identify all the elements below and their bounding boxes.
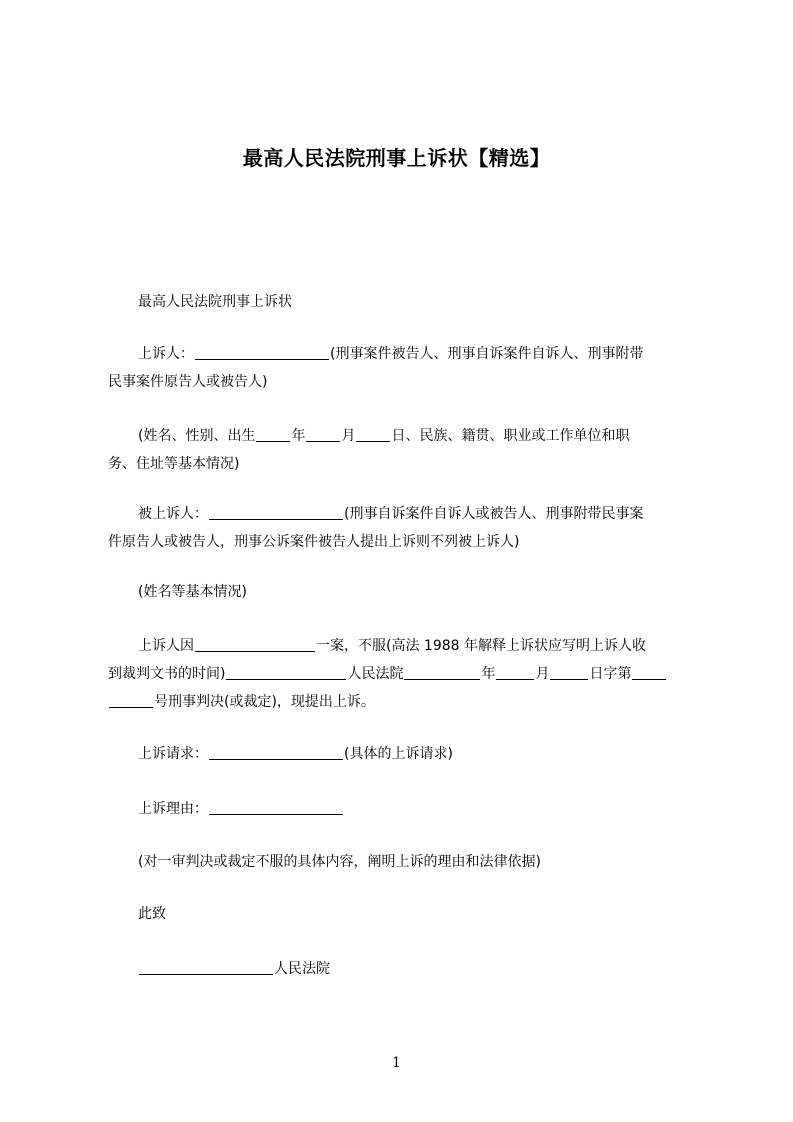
appellant-paragraph [108, 340, 700, 396]
court-label: 人民法院 [347, 666, 404, 682]
appellant-info-paragraph [108, 422, 700, 478]
request-paragraph [108, 740, 730, 768]
appellee-label: 被上诉人： [138, 506, 208, 522]
cause-text: 上诉人因 [138, 638, 194, 654]
appellant-info-text: (姓名、性别、出生 [138, 428, 256, 444]
cause-text-4: 号刑事判决(或裁定)，现提出上诉。 [154, 694, 375, 710]
appellee-paragraph [108, 500, 700, 556]
court-name-blank[interactable] [226, 663, 346, 680]
appellee-info-paragraph: (姓名等基本情况) [138, 584, 247, 600]
case-number-blank-continued[interactable] [109, 691, 153, 708]
case-number-blank[interactable] [632, 663, 666, 680]
judgment-year-blank[interactable] [404, 663, 480, 680]
day-number-label: 日字第 [589, 666, 632, 682]
request-label: 上诉请求： [138, 746, 208, 762]
request-blank[interactable] [209, 743, 343, 760]
cause-text-2: 一案，不服(高法 1988 年解释上诉状应写明上诉人收 [316, 638, 646, 654]
judgment-day-blank[interactable] [550, 663, 588, 680]
month-label: 月 [535, 666, 550, 682]
court-line-label: 人民法院 [274, 961, 330, 977]
request-note: (具体的上诉请求) [344, 746, 453, 762]
appellant-label: 上诉人： [138, 346, 194, 362]
closing-paragraph: 此致 [138, 906, 166, 922]
appellant-info-text-2: 日、民族、籍贯、职业或工作单位和职 [391, 428, 630, 444]
reason-paragraph [108, 795, 730, 823]
reason-blank[interactable] [209, 798, 343, 815]
birth-month-blank[interactable] [306, 425, 340, 442]
reason-note-paragraph: (对一审判决或裁定不服的具体内容，阐明上诉的理由和法律依据) [138, 854, 541, 870]
appellee-note: (刑事自诉案件自诉人或被告人、刑事附带民事案 [344, 506, 644, 522]
appellant-name-blank[interactable] [195, 343, 329, 360]
appellant-note: (刑事案件被告人、刑事自诉案件自诉人、刑事附带 [330, 346, 644, 362]
recipient-court-blank[interactable] [139, 958, 273, 975]
appellee-name-blank[interactable] [209, 503, 343, 520]
month-label: 月 [341, 428, 356, 444]
year-label: 年 [291, 428, 306, 444]
page-number: 1 [392, 1055, 401, 1071]
judgment-month-blank[interactable] [496, 663, 534, 680]
document-title: 最高人民法院刑事上诉状【精选】 [242, 146, 551, 170]
appellee-note-continued: 件原告人或被告人，刑事公诉案件被告人提出上诉则不列被上诉人) [108, 534, 520, 550]
document-heading: 最高人民法院刑事上诉状 [138, 294, 292, 310]
year-label: 年 [481, 666, 496, 682]
birth-year-blank[interactable] [256, 425, 290, 442]
reason-label: 上诉理由： [138, 801, 208, 817]
cause-text-3: 到裁判文书的时间) [108, 666, 226, 682]
appellant-note-continued: 民事案件原告人或被告人) [108, 374, 268, 390]
appellant-info-continued: 务、住址等基本情况) [108, 456, 240, 472]
cause-paragraph [108, 632, 700, 716]
court-line-paragraph [108, 955, 730, 983]
birth-day-blank[interactable] [356, 425, 390, 442]
case-name-blank[interactable] [195, 635, 315, 652]
